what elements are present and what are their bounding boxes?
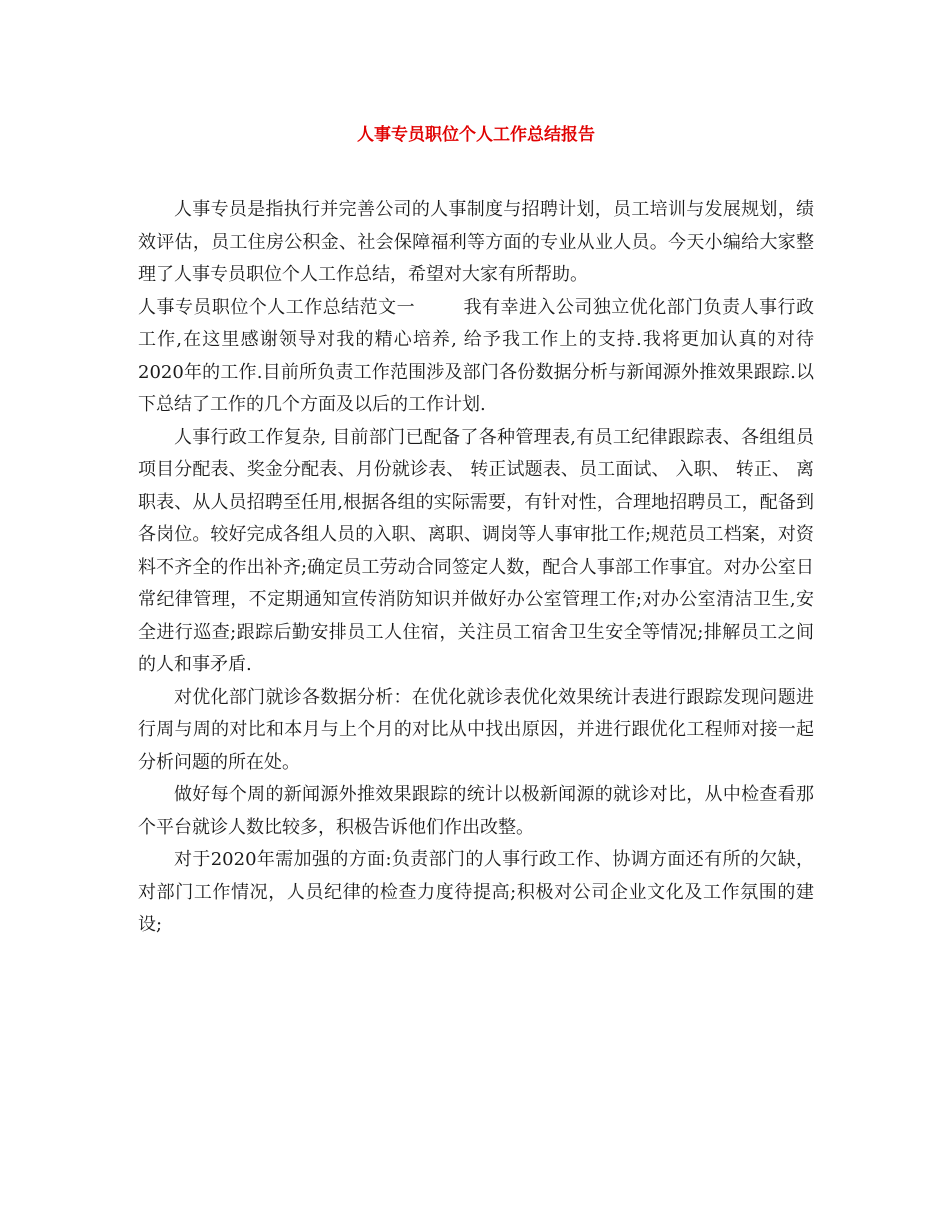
body-paragraph-2: 对优化部门就诊各数据分析：在优化就诊表优化效果统计表进行跟踪发现问题进行周与周的对比和本月与上个月的对比从中找出原因，并进行跟优化工程师对接一起分析问题的所在处。 (138, 686, 814, 773)
section-paragraph (138, 292, 814, 422)
intro-paragraph: 人事专员是指执行并完善公司的人事制度与招聘计划，员工培训与发展规划，绩效评估，员工住房公积金、社会保障福利等方面的专业从业人员。今天小编给大家整理了人事专员职位个人工作总结，希望对大家有所帮助。 (138, 199, 814, 285)
document-title: 人事专员职位个人工作总结报告 (357, 125, 595, 145)
body-paragraph-1: 人事行政工作复杂, 目前部门已配备了各种管理表,有员工纪律跟踪表、各组组员项目分配表、奖金分配表、月份就诊表、 转正试题表、员工面试、 入职、 转正、 离职表、从人员招聘至任用,根据各组的实际需要，有针对性，合理地招聘员工，配备到各岗位。较好完成各组人员的入职、离职、调岗等人事审批工作;规范员工档案，对资料不齐全的作出补齐;确定员工劳动合同签定人数，配合人事部工作事宜。对办公室日常纪律管理，不定期通知宣传消防知识并做好办公室管理工作;对办公室清洁卫生,安全进行巡查;跟踪后勤安排员工人住宿，关注员工宿舍卫生安全等情况;排解员工之间的人和事矛盾. (138, 426, 815, 675)
document-page (138, 120, 814, 942)
section-first-text: 我有幸进入公司独立优化部门负责人事行政工作,在这里感谢领导对我的精心培养, 给予我工作上的支持.我将更加认真的对待2020年的工作.目前所负责工作范围涉及部门各份数据分析与新闻源外推效果跟踪.以下总结了工作的几个方面及以后的工作计划. (138, 296, 815, 415)
body-paragraph-3: 做好每个周的新闻源外推效果跟踪的统计以极新闻源的就诊对比，从中检查看那个平台就诊人数比较多，积极告诉他们作出改整。 (138, 784, 814, 838)
body-paragraph-4: 对于2020年需加强的方面:负责部门的人事行政工作、协调方面还有所的欠缺，对部门工作情况，人员纪律的检查力度待提高;积极对公司企业文化及工作氛围的建设; (138, 849, 814, 935)
section-heading: 人事专员职位个人工作总结范文一 (138, 296, 416, 318)
